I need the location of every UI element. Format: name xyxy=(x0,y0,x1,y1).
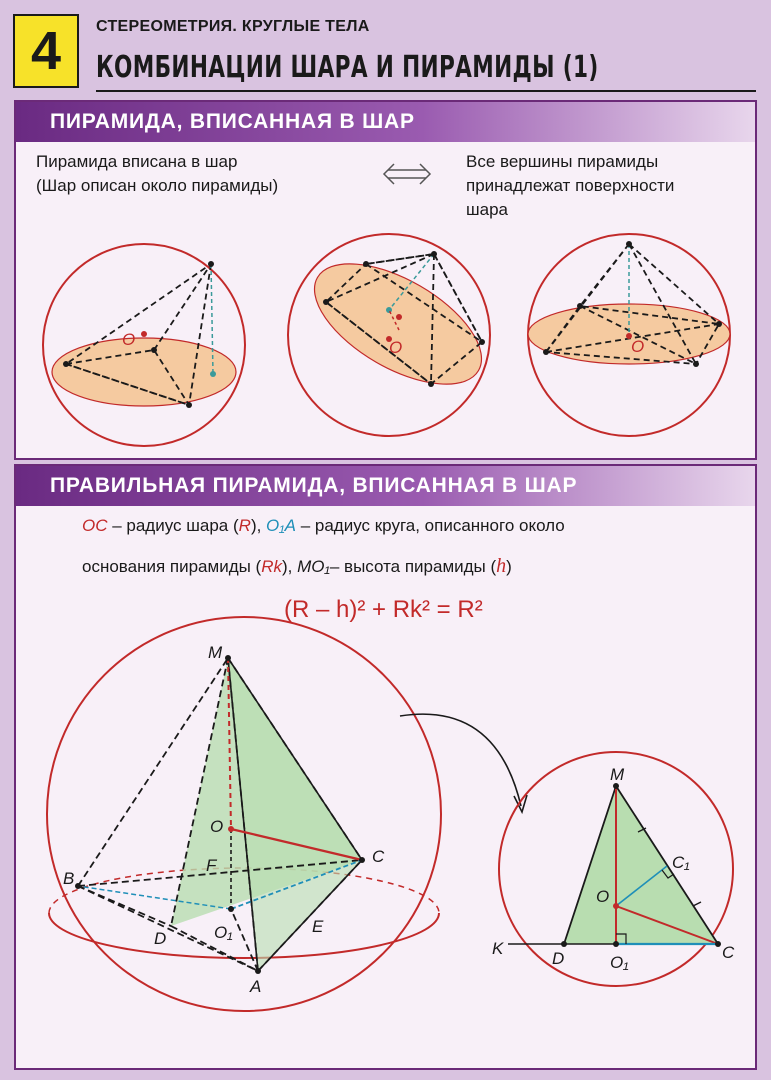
regular-pyramid-sphere xyxy=(47,617,441,1011)
text-radius-sphere: – радиус шара ( xyxy=(107,516,239,535)
text-sep2: ), xyxy=(282,557,298,576)
section1-drawings xyxy=(16,102,755,458)
section2-title: ПРАВИЛЬНАЯ ПИРАМИДА, ВПИСАННАЯ В ШАР xyxy=(16,466,755,506)
section-regular-pyramid xyxy=(14,464,757,1070)
label-M-small: M xyxy=(610,765,625,784)
label-C-small: C xyxy=(722,943,735,962)
text-height: – высота пирамиды ( xyxy=(329,557,497,576)
label-C1-small: C₁ xyxy=(672,853,690,872)
section-inscribed-pyramid xyxy=(14,100,757,460)
text-close: ) xyxy=(506,557,512,576)
label-O1: O₁ xyxy=(214,923,233,942)
term-mo1: MO₁ xyxy=(297,557,330,576)
definition-right-line3: шара xyxy=(466,200,509,219)
label-C: C xyxy=(372,847,385,866)
section1-title: ПИРАМИДА, ВПИСАННАЯ В ШАР xyxy=(16,102,755,142)
label-B: B xyxy=(63,869,75,888)
section2-drawings xyxy=(16,466,755,1068)
label-O-small: O xyxy=(596,887,610,906)
definition-left-line1: Пирамида вписана в шар xyxy=(36,152,238,171)
label-D: D xyxy=(154,929,167,948)
definition-right-line2: принадлежат поверхности xyxy=(466,176,675,195)
label-A: A xyxy=(250,977,262,996)
term-r: R xyxy=(238,516,251,535)
label-O: O xyxy=(210,817,224,836)
label-D-small: D xyxy=(552,949,565,968)
center-label-3: O xyxy=(631,337,645,356)
main-formula: (R – h)² + Rk² = R² xyxy=(284,596,483,623)
sphere-diagram-2 xyxy=(288,234,501,436)
label-O1-small: O₁ xyxy=(610,953,629,972)
definition-right-line1: Все вершины пирамиды xyxy=(466,152,659,171)
definition-left-line2: (Шар описан около пирамиды) xyxy=(36,176,279,195)
cross-section-diagram xyxy=(492,752,735,986)
center-label-1: O xyxy=(122,330,136,349)
sphere-diagram-3 xyxy=(528,234,730,436)
center-label-2: O xyxy=(389,338,403,357)
page-subtitle: СТЕРЕОМЕТРИЯ. КРУГЛЫЕ ТЕЛА xyxy=(96,18,370,35)
term-o1a: O₁A xyxy=(266,516,296,535)
term-oc: OC xyxy=(82,516,108,535)
label-M: M xyxy=(208,643,223,662)
term-h: h xyxy=(496,555,507,577)
text-sep: ), xyxy=(250,516,267,535)
label-E: E xyxy=(312,917,324,936)
equivalence-arrow-icon xyxy=(384,164,430,184)
chapter-number: 4 xyxy=(13,14,79,88)
text-base: основания пирамиды ( xyxy=(82,557,262,576)
page-title: КОМБИНАЦИИ ШАРА И ПИРАМИДЫ (1) xyxy=(96,50,599,85)
sphere-diagram-1 xyxy=(43,244,245,446)
text-radius-circle: – радиус круга, описанного около xyxy=(295,516,565,535)
label-F: F xyxy=(206,856,217,875)
label-K-small: K xyxy=(492,939,504,958)
title-divider xyxy=(96,90,756,92)
curved-arrow-icon xyxy=(400,714,527,812)
term-rk: Rk xyxy=(261,557,283,576)
